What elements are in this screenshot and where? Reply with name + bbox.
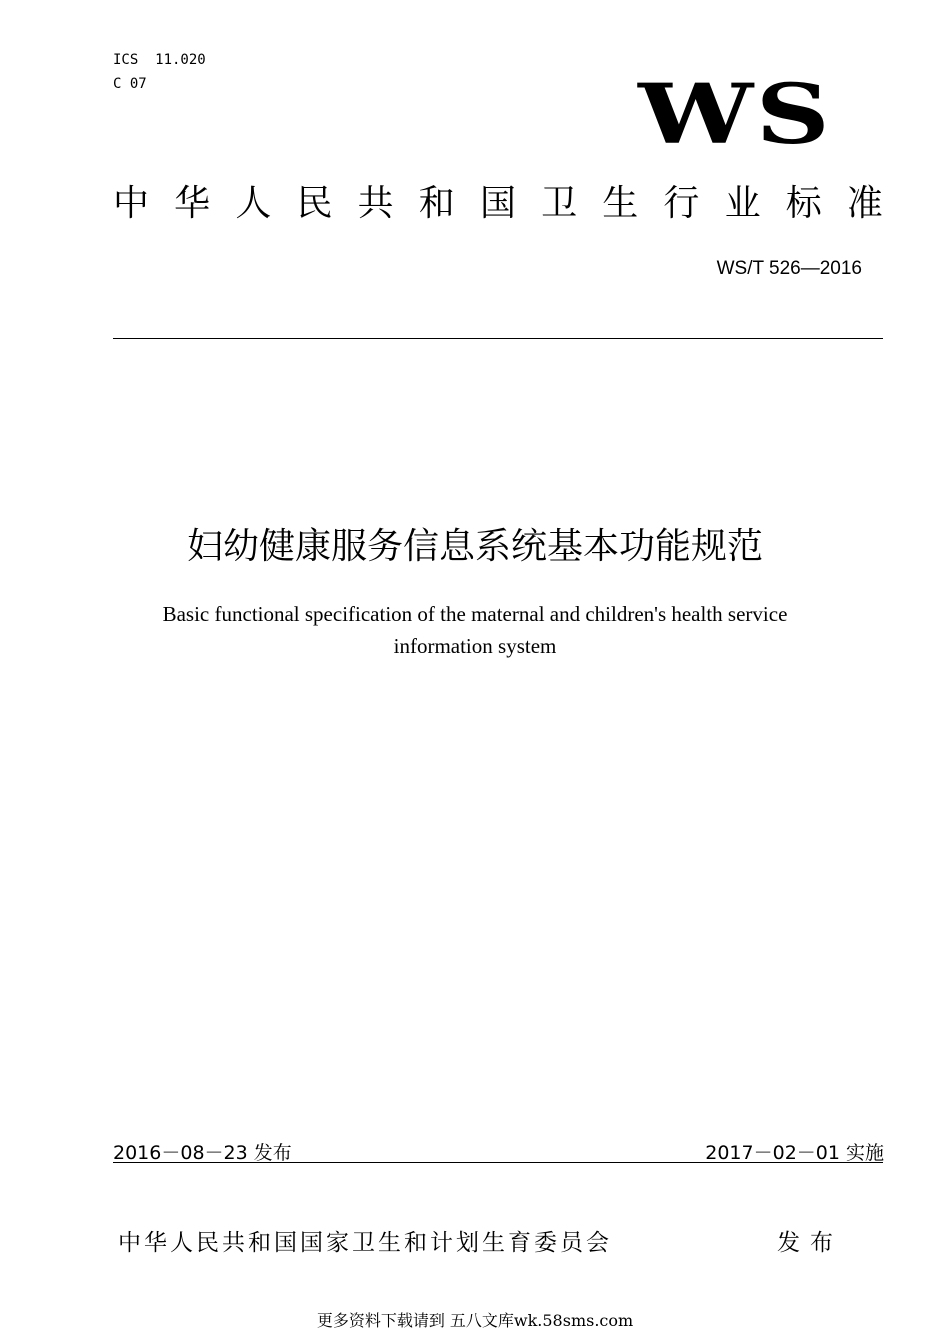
implement-date: 2017－02－01 实施 <box>705 1142 884 1164</box>
ws-logo: WS <box>637 67 832 163</box>
footer-download-note: 更多资料下载请到 五八文库wk.58sms.com <box>316 1311 634 1330</box>
document-title-en <box>0 598 950 662</box>
standard-type-char: 中 <box>113 183 150 224</box>
bottom-divider <box>113 1162 883 1163</box>
title-en-line-2: information system <box>393 634 557 658</box>
standard-type-char: 国 <box>479 183 516 224</box>
classification-block <box>113 48 206 96</box>
standard-type-char: 和 <box>418 183 455 224</box>
standard-type-char: 业 <box>724 183 761 224</box>
document-title-cn: 妇幼健康服务信息系统基本功能规范 <box>186 526 763 567</box>
standard-type-char: 民 <box>296 183 333 224</box>
standard-type-char: 卫 <box>541 183 578 224</box>
standard-type-char: 标 <box>785 183 822 224</box>
standard-number: WS/T 526—2016 <box>716 258 862 279</box>
standard-type-char: 准 <box>846 183 883 224</box>
standard-type-char: 华 <box>174 183 211 224</box>
publish-date: 2016－08－23 发布 <box>113 1142 292 1164</box>
standard-type-heading <box>113 184 883 224</box>
top-divider <box>113 338 883 339</box>
ccs-code: C 07 <box>113 76 147 92</box>
ics-code: ICS 11.020 <box>113 52 206 68</box>
standard-type-char: 行 <box>663 183 700 224</box>
standard-type-char: 生 <box>602 183 639 224</box>
issuing-authority: 中华人民共和国国家卫生和计划生育委员会 <box>118 1230 612 1256</box>
title-en-line-1: Basic functional specification of the maternal and children's health service <box>162 602 788 626</box>
issue-label: 发布 <box>777 1230 843 1256</box>
standard-type-char: 人 <box>235 183 272 224</box>
standard-type-char: 共 <box>357 183 394 224</box>
